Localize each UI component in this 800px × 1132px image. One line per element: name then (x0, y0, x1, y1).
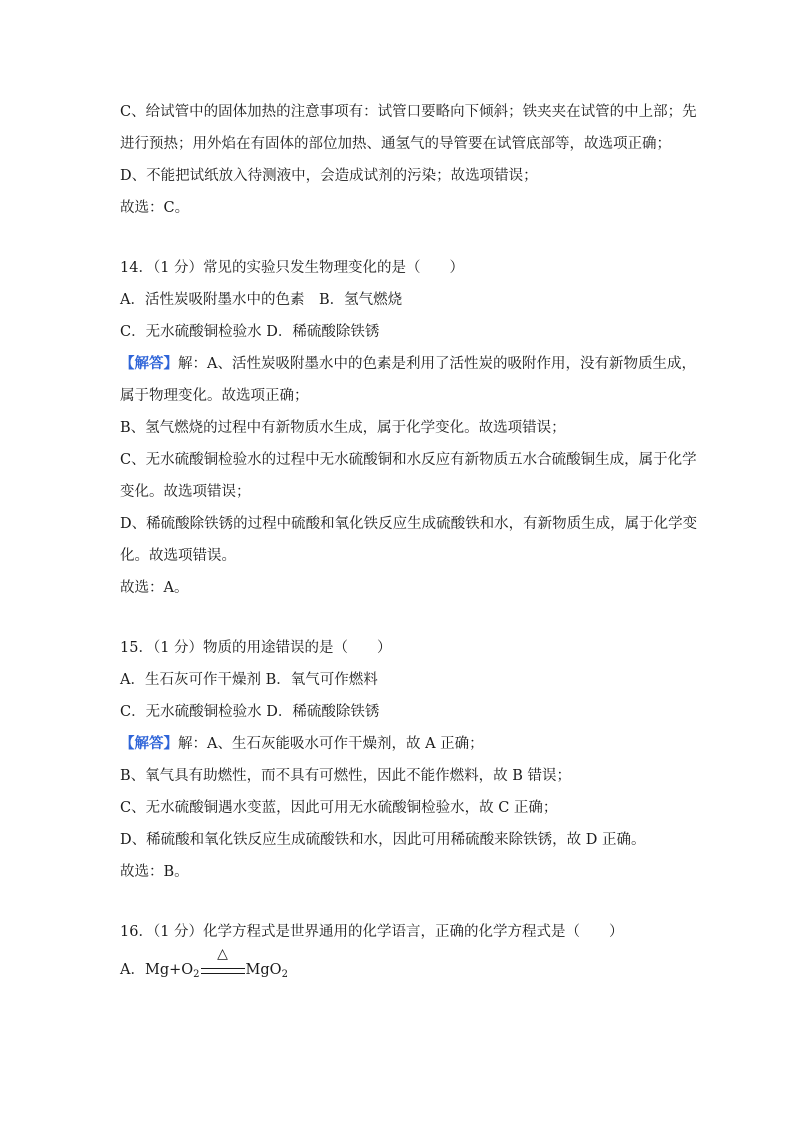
q15-answer: 故选：B。 (120, 864, 189, 880)
q16-option-a (120, 946, 288, 985)
q15-solution-tag: 【解答】 (120, 735, 178, 752)
q14-options-cd: C．无水硫酸铜检验水 D．稀硫酸除铁锈 (120, 324, 380, 340)
q14-answer: 故选：A。 (120, 580, 189, 596)
q14-explanation-a-line2: 属于物理变化。故选项正确； (120, 388, 309, 404)
q16-equation-lhs-subscript: 2 (193, 969, 200, 980)
q16-equation-rhs: MgO (245, 962, 282, 978)
q14-explanation-a-line1 (120, 354, 696, 374)
reaction-arrow (201, 946, 245, 976)
q13-explanation-c-line1: C、给试管中的固体加热的注意事项有：试管口要略向下倾斜；铁夹夹在试管的中上部；先 (120, 104, 697, 120)
equals-bars (201, 968, 245, 974)
q15-options-ab: A．生石灰可作干燥剂 B．氧气可作燃料 (120, 672, 378, 688)
q15-explanation-b: B、氧气具有助燃性，而不具有可燃性，因此不能作燃料，故 B 错误； (120, 768, 572, 784)
q16-equation-rhs-subscript: 2 (281, 969, 288, 980)
q16-stem: 16．（1 分）化学方程式是世界通用的化学语言，正确的化学方程式是（ ） (120, 924, 624, 940)
q16-option-a-label: A． (120, 962, 145, 978)
q14-explanation-c-line2: 变化。故选项错误； (120, 484, 251, 500)
q14-stem: 14．（1 分）常见的实验只发生物理变化的是（ ） (120, 260, 465, 276)
q15-explanation-c: C、无水硫酸铜遇水变蓝，因此可用无水硫酸铜检验水，故 C 正确； (120, 800, 558, 816)
q14-explanation-c-line1: C、无水硫酸铜检验水的过程中无水硫酸铜和水反应有新物质五水合硫酸铜生成，属于化学 (120, 452, 697, 468)
q15-explanation-a-text: 解：A、生石灰能吸水可作干燥剂，故 A 正确； (178, 736, 484, 752)
q14-explanation-a-text: 解：A、活性炭吸附墨水中的色素是利用了活性炭的吸附作用，没有新物质生成， (178, 356, 696, 372)
heating-condition-icon: △ (217, 946, 228, 962)
q14-explanation-d-line1: D、稀硫酸除铁锈的过程中硫酸和氧化铁反应生成硫酸铁和水，有新物质生成，属于化学变 (120, 516, 698, 532)
q14-options-ab: A．活性炭吸附墨水中的色素 B．氢气燃烧 (120, 292, 403, 308)
q14-explanation-d-line2: 化。故选项错误。 (120, 548, 236, 564)
q15-explanation-d: D、稀硫酸和氧化铁反应生成硫酸铁和水，因此可用稀硫酸来除铁锈，故 D 正确。 (120, 832, 646, 848)
q16-equation-lhs: Mg+O (144, 962, 194, 978)
q14-solution-tag: 【解答】 (120, 355, 178, 372)
q15-options-cd: C．无水硫酸铜检验水 D．稀硫酸除铁锈 (120, 704, 380, 720)
q14-explanation-b: B、氢气燃烧的过程中有新物质水生成，属于化学变化。故选项错误； (120, 420, 566, 436)
q15-explanation-a (120, 734, 484, 754)
q13-explanation-d: D、不能把试纸放入待测液中，会造成试剂的污染；故选项错误； (120, 168, 538, 184)
q15-stem: 15．（1 分）物质的用途错误的是（ ） (120, 640, 392, 656)
q13-answer: 故选：C。 (120, 200, 190, 216)
q13-explanation-c-line2: 进行预热；用外焰在有固体的部位加热、通氢气的导管要在试管底部等，故选项正确； (120, 136, 671, 152)
